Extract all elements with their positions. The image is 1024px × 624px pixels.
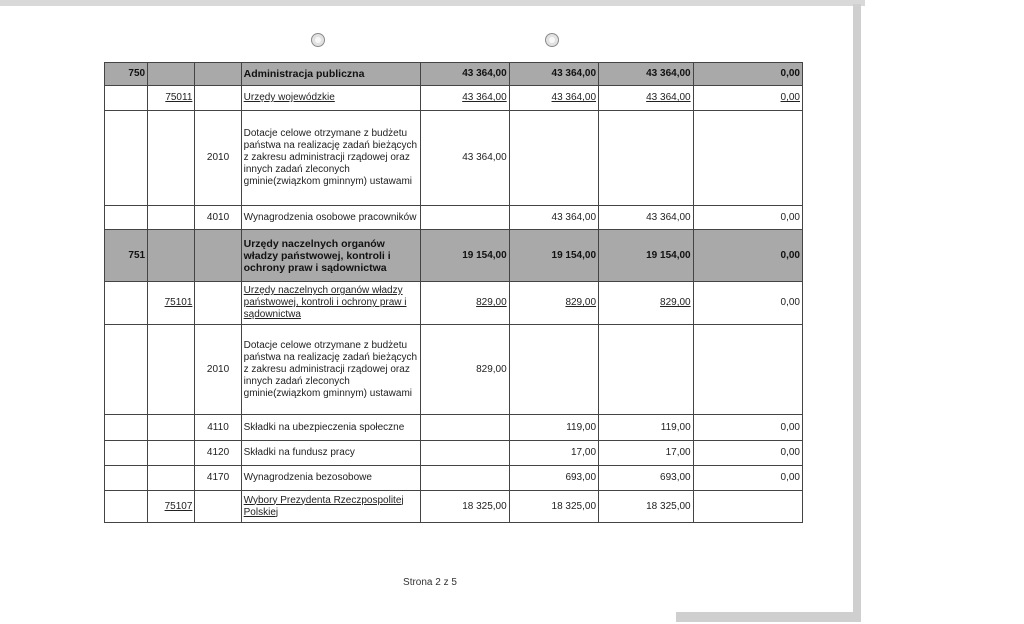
dzial-cell [105,415,148,441]
rozdzial-cell [148,63,195,86]
amount-cell-3: 43 364,00 [599,63,694,86]
amount-cell-1: 43 364,00 [421,63,509,86]
amount-cell-2: 693,00 [509,466,598,491]
amount-cell-2: 829,00 [509,282,598,325]
punch-hole-right [545,33,559,47]
rozdzial-cell [148,441,195,466]
amount-cell-2: 43 364,00 [509,86,598,111]
amount-cell-3 [599,325,694,415]
table-row [105,63,803,86]
budget-table [104,62,803,523]
rozdzial-cell [148,111,195,206]
description-cell: Wynagrodzenia bezosobowe [241,466,421,491]
amount-cell-3: 17,00 [599,441,694,466]
table-row [105,111,803,206]
amount-cell-4: 0,00 [693,441,802,466]
page-shadow-right [853,4,861,616]
description-cell: Urzędy wojewódzkie [241,86,421,111]
dzial-cell: 750 [105,63,148,86]
amount-cell-4: 0,00 [693,63,802,86]
paragraf-cell [195,491,241,523]
table-row [105,466,803,491]
amount-cell-3: 43 364,00 [599,86,694,111]
scan-top-edge [0,0,865,6]
amount-cell-2 [509,111,598,206]
description-cell: Składki na fundusz pracy [241,441,421,466]
paragraf-cell: 4120 [195,441,241,466]
rozdzial-cell [148,206,195,230]
rozdzial-cell [148,230,195,282]
dzial-cell [105,441,148,466]
dzial-cell [105,466,148,491]
amount-cell-3: 119,00 [599,415,694,441]
table-row [105,282,803,325]
amount-cell-4: 0,00 [693,282,802,325]
amount-cell-2: 119,00 [509,415,598,441]
amount-cell-2: 43 364,00 [509,63,598,86]
amount-cell-1: 43 364,00 [421,86,509,111]
amount-cell-2: 18 325,00 [509,491,598,523]
table-row [105,415,803,441]
rozdzial-cell: 75101 [148,282,195,325]
amount-cell-4: 0,00 [693,86,802,111]
dzial-cell: 751 [105,230,148,282]
description-cell: Urzędy naczelnych organów władzy państwowej, kontroli i ochrony praw i sądownictwa [241,230,421,282]
amount-cell-4: 0,00 [693,415,802,441]
table-row [105,86,803,111]
rozdzial-cell: 75107 [148,491,195,523]
amount-cell-1 [421,415,509,441]
description-cell: Wybory Prezydenta Rzeczpospolitej Polskiej [241,491,421,523]
description-cell: Urzędy naczelnych organów władzy państwowej, kontroli i ochrony praw i sądownictwa [241,282,421,325]
dzial-cell [105,206,148,230]
description-cell: Dotacje celowe otrzymane z budżetu państwa na realizację zadań bieżących z zakresu administracji rządowej oraz innych zadań zleconych gminie(związkom gminnym) ustawami [241,325,421,415]
amount-cell-3: 693,00 [599,466,694,491]
amount-cell-1 [421,441,509,466]
amount-cell-1: 18 325,00 [421,491,509,523]
rozdzial-cell: 75011 [148,86,195,111]
amount-cell-1 [421,206,509,230]
amount-cell-3: 829,00 [599,282,694,325]
amount-cell-2: 17,00 [509,441,598,466]
table-row [105,441,803,466]
rozdzial-cell [148,415,195,441]
description-cell: Administracja publiczna [241,63,421,86]
dzial-cell [105,111,148,206]
amount-cell-1: 43 364,00 [421,111,509,206]
rozdzial-cell [148,466,195,491]
amount-cell-3: 18 325,00 [599,491,694,523]
paragraf-cell: 2010 [195,325,241,415]
amount-cell-4 [693,491,802,523]
amount-cell-4: 0,00 [693,206,802,230]
amount-cell-2: 19 154,00 [509,230,598,282]
paragraf-cell [195,63,241,86]
paragraf-cell [195,282,241,325]
table-row [105,206,803,230]
amount-cell-1 [421,466,509,491]
page-number: Strona 2 z 5 [403,577,457,588]
punch-hole-left [311,33,325,47]
amount-cell-4: 0,00 [693,466,802,491]
description-cell: Składki na ubezpieczenia społeczne [241,415,421,441]
amount-cell-3: 43 364,00 [599,206,694,230]
paragraf-cell [195,86,241,111]
rozdzial-cell [148,325,195,415]
paragraf-cell: 4110 [195,415,241,441]
table-row [105,325,803,415]
dzial-cell [105,86,148,111]
amount-cell-1: 829,00 [421,282,509,325]
amount-cell-2 [509,325,598,415]
amount-cell-4 [693,111,802,206]
amount-cell-4: 0,00 [693,230,802,282]
amount-cell-1: 19 154,00 [421,230,509,282]
page-shadow-bottom [676,612,861,622]
table-row [105,491,803,523]
description-cell: Wynagrodzenia osobowe pracowników [241,206,421,230]
paragraf-cell: 4170 [195,466,241,491]
amount-cell-3 [599,111,694,206]
amount-cell-4 [693,325,802,415]
amount-cell-3: 19 154,00 [599,230,694,282]
description-cell: Dotacje celowe otrzymane z budżetu państwa na realizację zadań bieżących z zakresu administracji rządowej oraz innych zadań zleconych gminie(związkom gminnym) ustawami [241,111,421,206]
dzial-cell [105,282,148,325]
paragraf-cell: 4010 [195,206,241,230]
paragraf-cell: 2010 [195,111,241,206]
dzial-cell [105,325,148,415]
paragraf-cell [195,230,241,282]
table-row [105,230,803,282]
amount-cell-2: 43 364,00 [509,206,598,230]
amount-cell-1: 829,00 [421,325,509,415]
dzial-cell [105,491,148,523]
